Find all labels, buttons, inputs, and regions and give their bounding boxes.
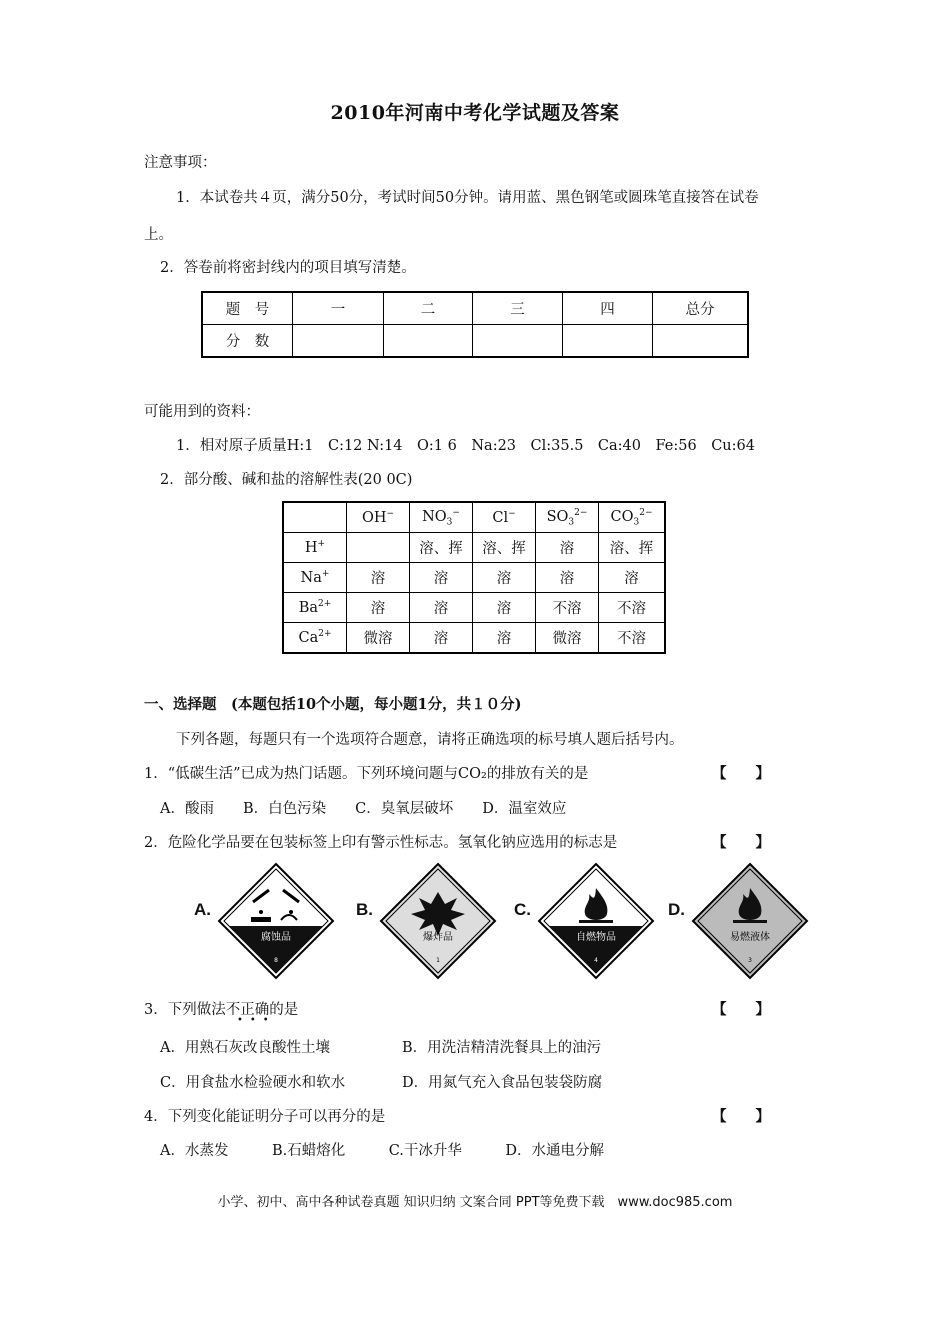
answer-bracket[interactable]: 【 】 [712,1108,770,1125]
sign-number: 4 [594,957,598,964]
score-table-header-row [202,292,748,325]
explosive-sign-icon [379,862,497,980]
question-3-option-c: C．用食盐水检验硬水和软水 [160,1075,346,1091]
solubility-cell: 溶、挥 [473,533,536,563]
anion-cell: OH− [347,502,410,533]
question-3-option-a: A．用熟石灰改良酸性土壤 [160,1040,330,1056]
score-header-cell: 四 [563,292,653,325]
cation-cell: $Ca^{2+}$ [283,623,347,654]
solubility-row [283,593,665,623]
score-header-cell: 三 [473,292,563,325]
sign-text: 爆炸品 [423,932,453,943]
solubility-cell: 溶、挥 [599,533,666,563]
answer-bracket[interactable]: 【 】 [712,834,770,851]
solubility-cell: 溶 [536,533,599,563]
solubility-row [283,623,665,654]
solubility-cell: 不溶 [536,593,599,623]
solubility-cell: 不溶 [599,593,666,623]
anion-cell: Cl− [473,502,536,533]
sign-text: 易燃液体 [730,932,770,943]
solubility-cell: 不溶 [599,623,666,654]
spontaneous-combustion-sign-icon [537,862,655,980]
reference-item-2: 2．部分酸、碱和盐的溶解性表(20 0C) [160,472,413,488]
corner-cell [283,502,347,533]
solubility-row [283,563,665,593]
score-header-cell: 一 [293,292,384,325]
page-title: 2010年河南中考化学试题及答案 [330,102,620,124]
question-1-stem: 1．“低碳生活”已成为热门话题。下列环境问题与CO₂的排放有关的是 [144,766,589,782]
score-table [201,291,749,358]
cation-cell: H+ [283,533,347,563]
anion-cell: $CO_3^{2-}$ [599,502,666,533]
solubility-cell: 溶 [536,563,599,593]
question-3-option-d: D．用氮气充入食品包装袋防腐 [402,1075,603,1091]
corrosive-sign-icon [217,862,335,980]
sign-number: 3 [748,957,752,964]
question-3-stem: 3．下列做法不正确的是 [144,1002,299,1018]
score-cell[interactable] [384,325,473,358]
section-1-instruction: 下列各题，每题只有一个选项符合题意，请将正确选项的标号填人题后括号内。 [176,732,684,748]
reference-heading: 可能用到的资料： [144,404,260,420]
sign-text: 自燃物品 [576,932,616,943]
question-4-options: A．水蒸发 B.石蜡熔化 C.干冰升华 D．水通电分解 [160,1143,605,1159]
score-row-label: 分 数 [202,325,293,358]
score-header-cell: 二 [384,292,473,325]
option-label: B. [356,900,373,919]
solubility-cell: 溶 [347,593,410,623]
score-header-cell: 总分 [653,292,749,325]
question-3-option-b: B．用洗洁精清洗餐具上的油污 [402,1040,602,1056]
notice-item-2: 2．答卷前将密封线内的项目填写清楚。 [160,260,416,276]
score-header-cell: 题 号 [202,292,293,325]
solubility-cell: 溶 [473,623,536,654]
solubility-header-row [283,502,665,533]
solubility-cell: 溶 [410,593,473,623]
sign-number: 8 [274,957,278,964]
solubility-row [283,533,665,563]
solubility-cell [347,533,410,563]
sign-number: 1 [436,957,440,964]
question-1-options: A．酸雨 B．白色污染 C．臭氧层破坏 D．温室效应 [160,801,567,817]
option-label: A. [194,900,211,919]
section-1-heading: 一、选择题 (本题包括10个小题，每小题1分，共１０分) [144,696,522,713]
anion-cell: $SO_3^{2-}$ [536,502,599,533]
score-cell[interactable] [653,325,749,358]
notice-item-1: 1．本试卷共４页，满分50分，考试时间50分钟。请用蓝、黑色钢笔或圆珠笔直接答在试卷 [176,190,759,206]
notice-item-1-cont: 上。 [144,227,173,243]
cation-cell: Na+ [283,563,347,593]
page-footer: 小学、初中、高中各种试卷真题 知识归纳 文案合同 PPT等免费下载 www.doc985.com [217,1195,733,1210]
solubility-table [282,501,666,654]
solubility-cell: 溶、挥 [410,533,473,563]
solubility-cell: 溶 [410,563,473,593]
solubility-cell: 溶 [347,563,410,593]
score-cell[interactable] [473,325,563,358]
emphasis-dots: ••• [237,1015,276,1026]
solubility-cell: 溶 [410,623,473,654]
solubility-cell: 微溶 [347,623,410,654]
sign-text: 腐蚀品 [261,932,291,943]
answer-bracket[interactable]: 【 】 [712,765,770,782]
flammable-liquid-sign-icon [691,862,809,980]
solubility-cell: 微溶 [536,623,599,654]
score-cell[interactable] [563,325,653,358]
solubility-cell: 溶 [473,563,536,593]
cation-cell: $Ba^{2+}$ [283,593,347,623]
question-4-stem: 4．下列变化能证明分子可以再分的是 [144,1109,386,1125]
answer-bracket[interactable]: 【 】 [712,1001,770,1018]
solubility-cell: 溶 [473,593,536,623]
notice-heading: 注意事项： [144,155,217,171]
reference-item-1: 1．相对原子质量H:1 C:12 N:14 O:1 6 Na:23 Cl:35.5 Ca:40 Fe:56 Cu:64 [176,438,755,454]
anion-cell: $NO_3^-$ [410,502,473,533]
option-label: D. [668,900,685,919]
score-table-row [202,325,748,358]
option-label: C. [514,900,531,919]
solubility-cell: 溶 [599,563,666,593]
score-cell[interactable] [293,325,384,358]
question-2-stem: 2．危险化学品要在包装标签上印有警示性标志。氢氧化钠应选用的标志是 [144,835,618,851]
